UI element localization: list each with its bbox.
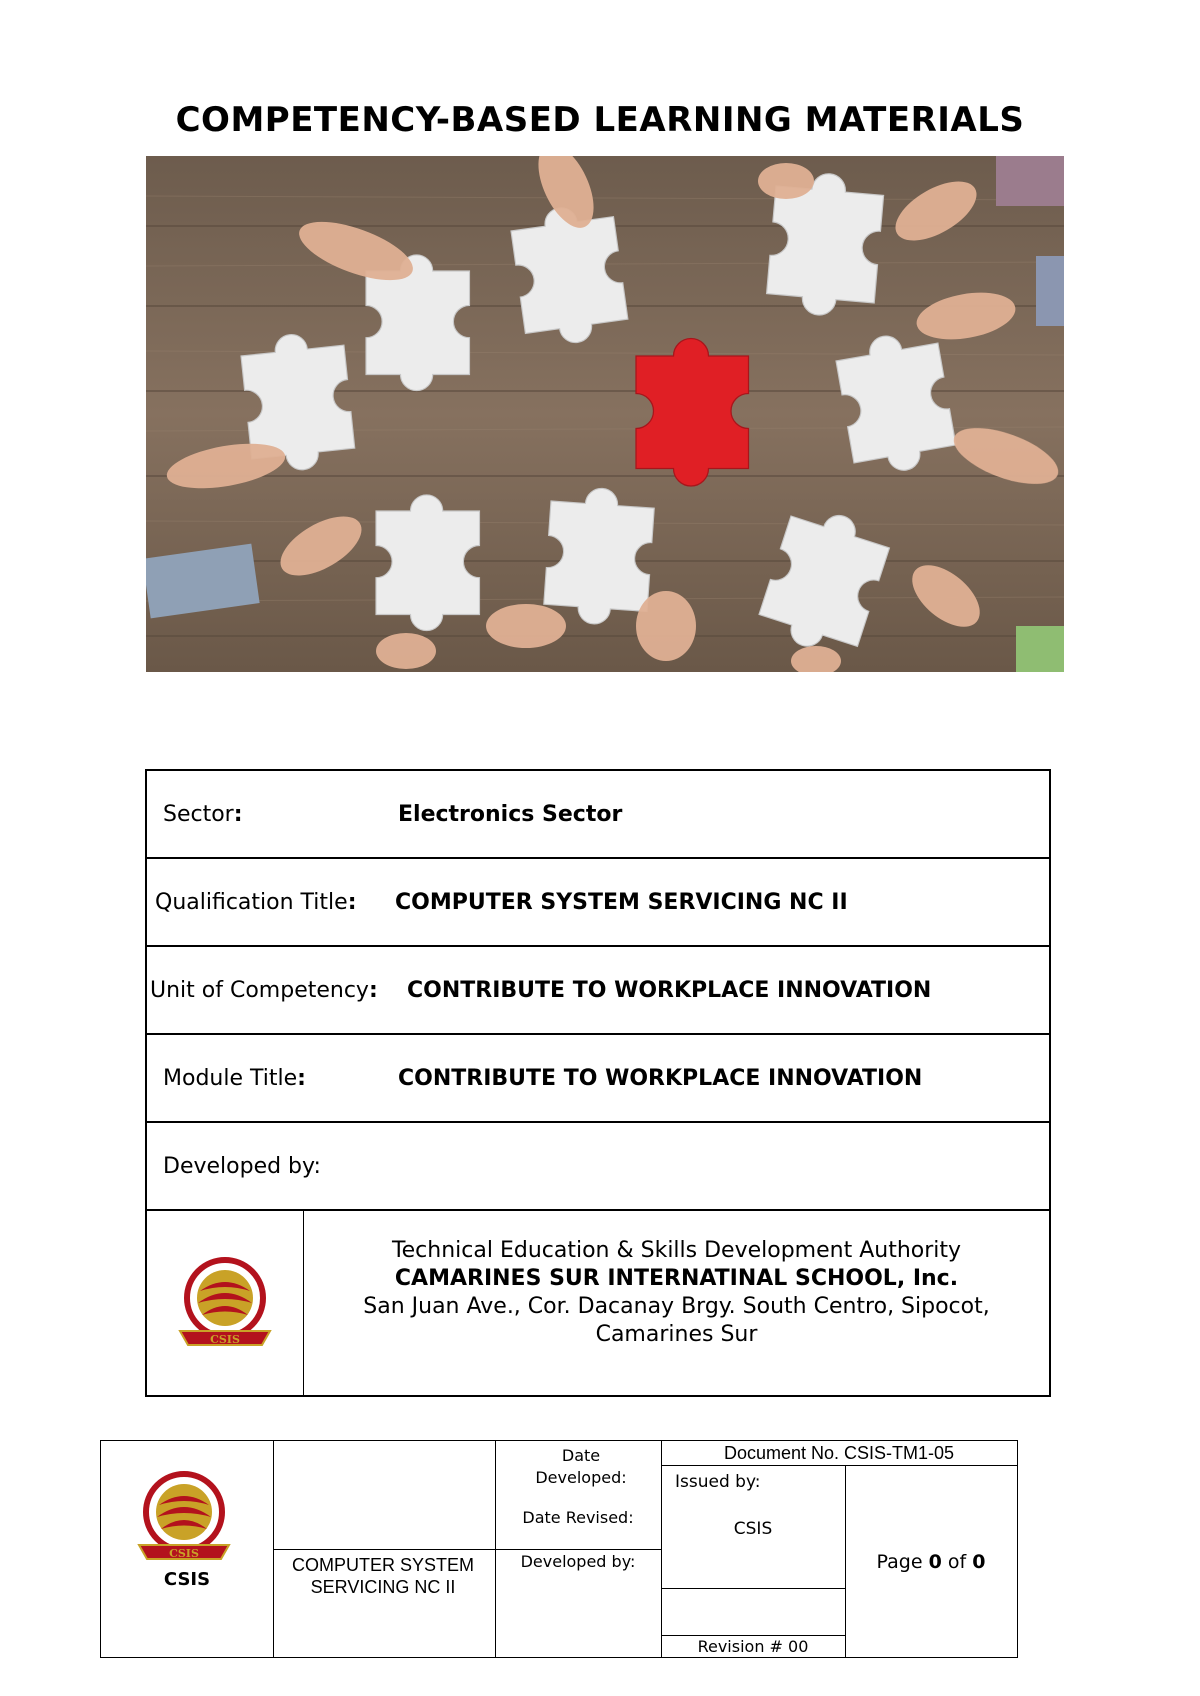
authority-name: Technical Education & Skills Development Authority [391, 1238, 962, 1263]
school-logo-icon [170, 1253, 280, 1353]
qualification-row [147, 859, 1049, 947]
colon: : [233, 801, 243, 827]
school-name: CAMARINES SUR INTERNATINAL SCHOOL, Inc. [394, 1266, 959, 1291]
document-number: Document No. CSIS-TM1-05 [723, 1443, 955, 1463]
institution-info [304, 1211, 1049, 1395]
logo-badge: CSIS [210, 1333, 240, 1346]
course-title: COMPUTER SYSTEM SERVICING NC II [291, 1555, 474, 1597]
sector-label: Sector [163, 801, 234, 827]
qualification-value: COMPUTER SYSTEM SERVICING NC II [395, 889, 848, 915]
page-of: of [947, 1551, 967, 1573]
developed-label: Developed by: [163, 1153, 321, 1179]
date-developed-label: Date Developed: [535, 1446, 627, 1487]
footer-logo-badge: CSIS [169, 1547, 199, 1560]
org-name: CSIS [163, 1569, 211, 1590]
colon: : [368, 977, 378, 1003]
document-control-table [100, 1440, 1018, 1658]
page-current: 0 [928, 1551, 942, 1573]
cover-photo [146, 156, 1064, 672]
page-title: COMPETENCY-BASED LEARNING MATERIALS [175, 100, 1025, 140]
issued-by-label: Issued by: [675, 1472, 761, 1492]
date-revised-label: Date Revised: [522, 1508, 634, 1527]
colon: : [347, 889, 357, 915]
page-total: 0 [972, 1551, 986, 1573]
developed-by-label: Developed by: [520, 1552, 636, 1571]
sector-value: Electronics Sector [398, 801, 623, 827]
page-counter [845, 1551, 1017, 1573]
unit-value: CONTRIBUTE TO WORKPLACE INNOVATION [407, 977, 932, 1003]
sector-row [147, 771, 1049, 859]
issued-by-value: CSIS [733, 1519, 773, 1539]
developed-row [147, 1123, 1049, 1211]
footer-logo-icon [129, 1467, 239, 1567]
qualification-label: Qualification Title [155, 889, 348, 915]
module-value: CONTRIBUTE TO WORKPLACE INNOVATION [398, 1065, 923, 1091]
address-line-2: Camarines Sur [595, 1322, 758, 1347]
unit-label: Unit of Competency [150, 977, 369, 1003]
revision-number: Revision # 00 [697, 1637, 809, 1656]
unit-row [147, 947, 1049, 1035]
module-label: Module Title [163, 1065, 298, 1091]
module-row [147, 1035, 1049, 1123]
institution-row [147, 1211, 1049, 1395]
address-line-1: San Juan Ave., Cor. Dacanay Brgy. South Centro, Sipocot, [363, 1294, 990, 1319]
page-label: Page [876, 1551, 923, 1573]
colon: : [297, 1065, 306, 1091]
info-table [145, 769, 1051, 1397]
